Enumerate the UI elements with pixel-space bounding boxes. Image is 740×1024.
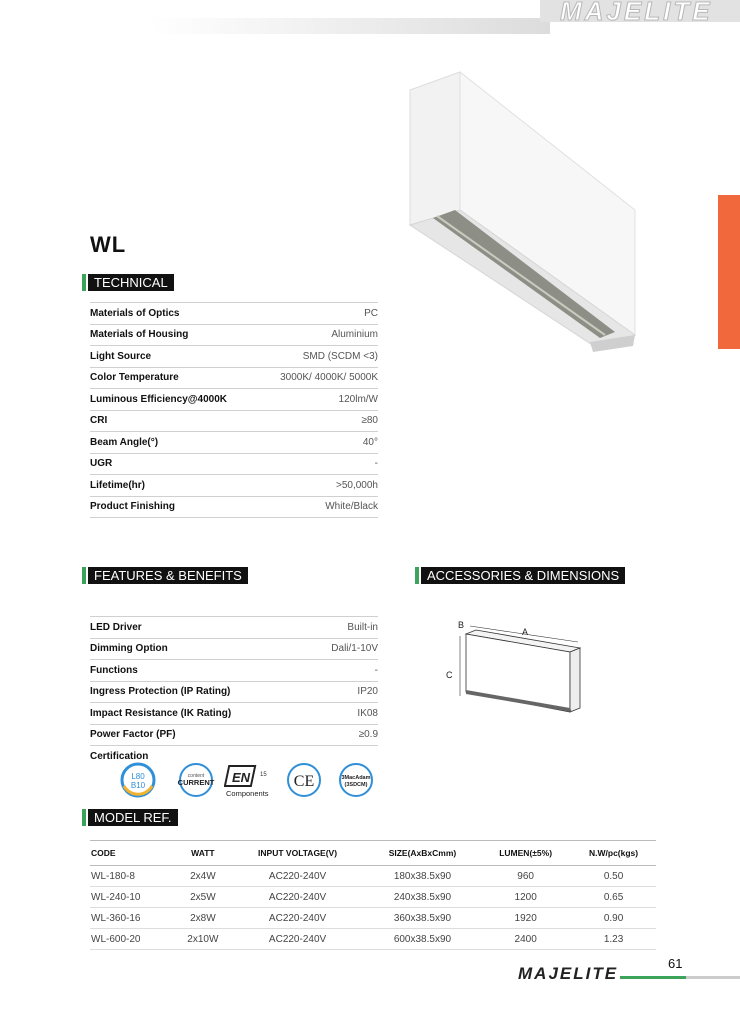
spec-key: Functions bbox=[90, 664, 138, 676]
accessories-heading-label: ACCESSORIES & DIMENSIONS bbox=[421, 567, 625, 584]
spec-value: SMD (SCDM <3) bbox=[302, 350, 378, 362]
spec-row bbox=[90, 389, 378, 411]
spec-value: ≥80 bbox=[361, 415, 378, 427]
model-heading bbox=[82, 809, 178, 826]
features-table bbox=[90, 616, 378, 767]
technical-heading-label: TECHNICAL bbox=[88, 274, 174, 291]
spec-value: PC bbox=[364, 307, 378, 319]
spec-key: Luminous Efficiency@4000K bbox=[90, 393, 228, 405]
cell-watt: 2x10W bbox=[175, 929, 230, 950]
spec-row bbox=[90, 725, 378, 747]
ce-text: CE bbox=[293, 773, 315, 790]
cell-lumen: 1920 bbox=[480, 908, 571, 929]
model-heading-label: MODEL REF. bbox=[88, 809, 178, 826]
spec-value: Dali/1-10V bbox=[331, 643, 378, 655]
product-image bbox=[405, 70, 645, 360]
cell-watt: 2x5W bbox=[175, 887, 230, 908]
cell-voltage: AC220-240V bbox=[230, 929, 364, 950]
l80-text: L80 bbox=[131, 772, 145, 781]
macadam-cert-icon bbox=[336, 762, 376, 798]
heading-accent bbox=[82, 274, 86, 291]
accessories-heading bbox=[415, 567, 625, 584]
spec-key: Beam Angle(°) bbox=[90, 436, 159, 448]
spec-row bbox=[90, 617, 378, 639]
technical-table bbox=[90, 302, 378, 518]
dimension-drawing bbox=[440, 616, 590, 716]
heading-accent bbox=[82, 809, 86, 826]
col-voltage: INPUT VOLTAGE(V) bbox=[230, 841, 364, 866]
spec-value: IP20 bbox=[357, 686, 378, 698]
spec-key: Materials of Housing bbox=[90, 329, 189, 341]
col-weight: N.W/pc(kgs) bbox=[571, 841, 656, 866]
spec-key: LED Driver bbox=[90, 621, 142, 633]
spec-key: Impact Resistance (IK Rating) bbox=[90, 707, 232, 719]
spec-value: >50,000h bbox=[336, 479, 378, 491]
model-table bbox=[90, 840, 656, 950]
footer-grey-line bbox=[686, 976, 740, 979]
spec-row bbox=[90, 660, 378, 682]
spec-key: Dimming Option bbox=[90, 643, 168, 655]
cell-weight: 0.50 bbox=[571, 866, 656, 887]
footer-accent-line bbox=[620, 976, 686, 979]
spec-key: Light Source bbox=[90, 350, 152, 362]
ce-mark-icon bbox=[284, 762, 324, 798]
cell-code: WL-180-8 bbox=[90, 866, 175, 887]
col-watt: WATT bbox=[175, 841, 230, 866]
spec-row bbox=[90, 411, 378, 433]
cell-lumen: 2400 bbox=[480, 929, 571, 950]
spec-value: White/Black bbox=[325, 501, 378, 513]
spec-value: - bbox=[374, 664, 378, 676]
dimension-c-label: C bbox=[446, 670, 453, 680]
spec-row bbox=[90, 432, 378, 454]
b10-text: B10 bbox=[130, 781, 146, 790]
cell-voltage: AC220-240V bbox=[230, 866, 364, 887]
spec-row bbox=[90, 454, 378, 476]
features-heading bbox=[82, 567, 248, 584]
cell-weight: 1.23 bbox=[571, 929, 656, 950]
table-row bbox=[90, 887, 656, 908]
dimension-b-label: B bbox=[458, 620, 465, 630]
cell-voltage: AC220-240V bbox=[230, 908, 364, 929]
page-number: 61 bbox=[668, 956, 683, 971]
spec-row bbox=[90, 703, 378, 725]
spec-row bbox=[90, 368, 378, 390]
col-size: SIZE(AxBxCmm) bbox=[365, 841, 480, 866]
dimension-a-label: A bbox=[522, 627, 529, 637]
spec-value: - bbox=[374, 458, 378, 470]
spec-row bbox=[90, 325, 378, 347]
table-row bbox=[90, 908, 656, 929]
spec-key: UGR bbox=[90, 458, 113, 470]
macadam-sdcm-text: (3SDCM) bbox=[344, 782, 368, 788]
technical-heading bbox=[82, 274, 174, 291]
spec-value: ≥0.9 bbox=[358, 729, 378, 741]
cell-weight: 0.90 bbox=[571, 908, 656, 929]
features-heading-label: FEATURES & BENEFITS bbox=[88, 567, 248, 584]
enec-number: 15 bbox=[260, 772, 267, 778]
header-gradient-bar bbox=[150, 18, 550, 34]
cell-lumen: 1200 bbox=[480, 887, 571, 908]
enec-components-text: Components bbox=[226, 789, 269, 798]
spec-row bbox=[90, 682, 378, 704]
col-code: CODE bbox=[90, 841, 175, 866]
svg-text:EN: EN bbox=[232, 770, 251, 785]
spec-key: CRI bbox=[90, 415, 108, 427]
heading-accent bbox=[415, 567, 419, 584]
current-text: CURRENT bbox=[177, 778, 215, 787]
cell-size: 600x38.5x90 bbox=[365, 929, 480, 950]
cell-watt: 2x4W bbox=[175, 866, 230, 887]
spec-value: Built-in bbox=[347, 621, 378, 633]
spec-key: Color Temperature bbox=[90, 372, 179, 384]
table-row bbox=[90, 866, 656, 887]
cell-watt: 2x8W bbox=[175, 908, 230, 929]
cell-size: 360x38.5x90 bbox=[365, 908, 480, 929]
spec-row bbox=[90, 303, 378, 325]
brand-logo-top: MAJELITE bbox=[560, 0, 713, 26]
spec-row bbox=[90, 639, 378, 661]
spec-key: Materials of Optics bbox=[90, 307, 180, 319]
cell-code: WL-240-10 bbox=[90, 887, 175, 908]
cell-code: WL-360-16 bbox=[90, 908, 175, 929]
spec-value: 120lm/W bbox=[338, 393, 378, 405]
model-table-header bbox=[90, 841, 656, 866]
product-title: WL bbox=[90, 232, 127, 257]
cell-code: WL-600-20 bbox=[90, 929, 175, 950]
spec-key: Power Factor (PF) bbox=[90, 729, 176, 741]
constant-text: content bbox=[187, 773, 205, 779]
spec-row bbox=[90, 346, 378, 368]
spec-value: 40° bbox=[362, 436, 378, 448]
certification-label: Certification bbox=[90, 750, 149, 762]
constant-current-icon bbox=[176, 762, 216, 798]
spec-key: Lifetime(hr) bbox=[90, 479, 145, 491]
l80-b10-cert-icon bbox=[120, 762, 156, 798]
cell-voltage: AC220-240V bbox=[230, 887, 364, 908]
spec-value: 3000K/ 4000K/ 5000K bbox=[280, 372, 378, 384]
brand-logo-bottom: MAJELITE bbox=[518, 964, 619, 983]
table-row bbox=[90, 929, 656, 950]
spec-value: Aluminium bbox=[331, 329, 378, 341]
spec-row bbox=[90, 475, 378, 497]
page-edge-tab bbox=[718, 195, 740, 349]
spec-value: IK08 bbox=[357, 707, 378, 719]
macadam-text: 3MacAdam bbox=[341, 775, 371, 781]
cell-weight: 0.65 bbox=[571, 887, 656, 908]
enec-cert-icon bbox=[224, 762, 276, 800]
heading-accent bbox=[82, 567, 86, 584]
spec-key: Ingress Protection (IP Rating) bbox=[90, 686, 231, 698]
col-lumen: LUMEN(±5%) bbox=[480, 841, 571, 866]
cell-lumen: 960 bbox=[480, 866, 571, 887]
cell-size: 240x38.5x90 bbox=[365, 887, 480, 908]
spec-key: Product Finishing bbox=[90, 501, 175, 513]
cell-size: 180x38.5x90 bbox=[365, 866, 480, 887]
spec-row bbox=[90, 497, 378, 519]
